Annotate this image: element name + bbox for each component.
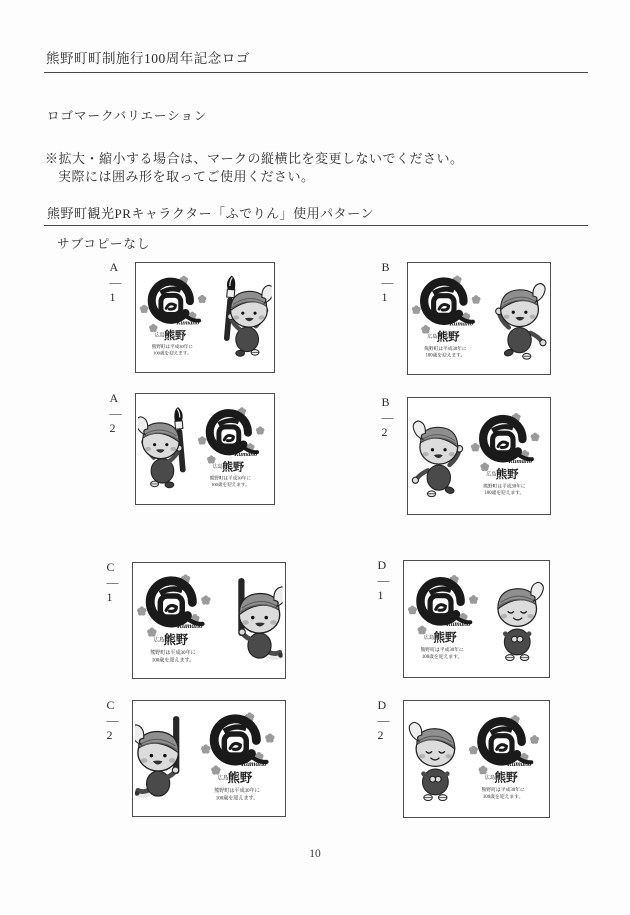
variation-heading: ロゴマークバリエーション xyxy=(47,109,208,123)
logo-variation-card xyxy=(377,698,550,818)
variation-label: D—2 xyxy=(377,698,390,742)
fuderin-mascot xyxy=(214,266,272,369)
variation-label: B—1 xyxy=(381,260,394,304)
fuderin-mascot xyxy=(138,397,196,501)
logo-variation-card xyxy=(377,558,550,678)
kumano-100th-logo xyxy=(196,397,272,501)
kumano-100th-logo xyxy=(406,564,486,674)
fuderin-mascot xyxy=(410,401,469,511)
page-title: 熊野町町制施行100周年記念ロゴ xyxy=(46,51,250,66)
logo-variation-card xyxy=(381,260,551,375)
variation-label: C—2 xyxy=(106,698,119,742)
kumano-100th-logo xyxy=(135,566,219,675)
kumano-100th-logo xyxy=(469,401,548,511)
page-number: 10 xyxy=(309,848,321,860)
fuderin-mascot xyxy=(219,566,283,675)
logo-variation-card xyxy=(109,260,275,373)
subcopy-label: サブコピーなし xyxy=(57,237,151,251)
fuderin-mascot xyxy=(489,266,548,371)
fuderin-mascot xyxy=(135,704,199,813)
logo-variation-card xyxy=(381,395,551,515)
note-line-2: 実際には囲み形を取ってご使用ください。 xyxy=(58,169,315,184)
logo-variation-card xyxy=(109,391,275,505)
kumano-100th-logo xyxy=(467,704,547,814)
variation-label: B—2 xyxy=(381,395,394,439)
logo-variation-card xyxy=(106,560,286,679)
variation-label: C—1 xyxy=(106,560,119,604)
fuderin-mascot xyxy=(406,704,467,814)
kumano-100th-logo xyxy=(199,704,283,813)
variation-label: A—1 xyxy=(109,260,122,304)
pattern-heading: 熊野町観光PRキャラクター「ふでりん」使用パターン xyxy=(47,206,374,221)
logo-variation-card xyxy=(106,698,286,817)
variation-label: A—2 xyxy=(109,391,122,435)
kumano-100th-logo xyxy=(410,266,489,371)
title-underline xyxy=(44,72,588,73)
variation-label: D—1 xyxy=(377,558,390,602)
kumano-100th-logo xyxy=(138,266,214,369)
pattern-underline xyxy=(44,225,588,226)
fuderin-mascot xyxy=(486,564,547,674)
note-line-1: ※拡大・縮小する場合は、マークの縦横比を変更しないでください。 xyxy=(45,151,464,166)
